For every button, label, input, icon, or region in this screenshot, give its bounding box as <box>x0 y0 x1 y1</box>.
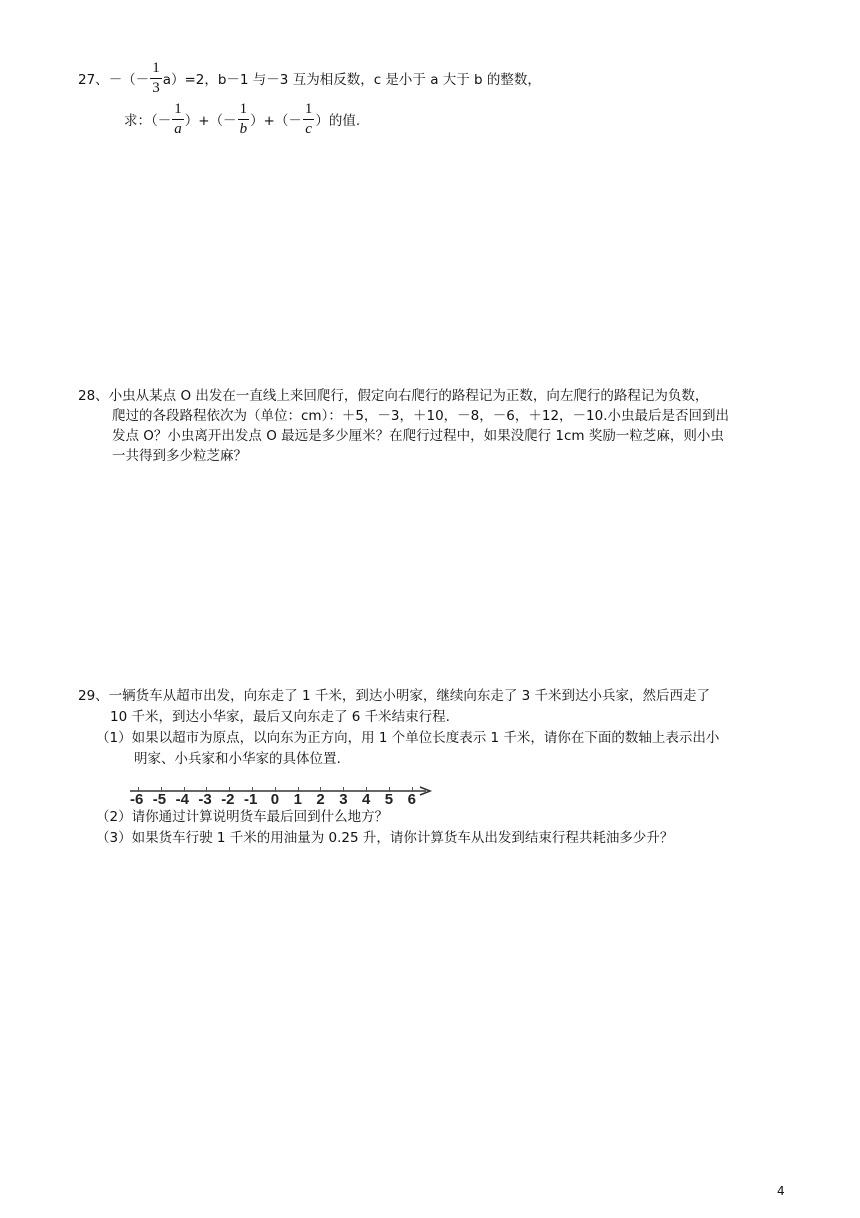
q28-line2: 爬过的各段路程依次为（单位：cm）：＋5，－3，＋10，－8，－6，＋12，－10.小虫最后是否回到出 <box>112 408 730 424</box>
q29-sub1-line2: 明家、小兵家和小华家的具体位置. <box>134 751 341 767</box>
fraction-numerator: 1 <box>150 61 162 79</box>
number-line-label: -5 <box>152 791 167 808</box>
q28-line4: 一共得到多少粒芝麻？ <box>112 448 247 464</box>
q29-line2: 10 千米，到达小华家，最后又向东走了 6 千米结束行程. <box>110 709 450 725</box>
q27-fraction-1-over-b <box>238 102 250 137</box>
q27-fraction-1-over-c <box>303 102 315 137</box>
q29-sub1-line1: （1）如果以超市为原点，以向东为正方向，用 1 个单位长度表示 1 千米，请你在下面的数轴上表示出小 <box>96 730 720 746</box>
fraction-denominator: a <box>174 120 182 137</box>
page-number: 4 <box>777 1184 785 1198</box>
number-line-label: 4 <box>362 791 371 808</box>
q27-line2 <box>124 98 360 140</box>
fraction-denominator: c <box>305 120 312 137</box>
number-line-label: -2 <box>221 791 235 808</box>
fraction-denominator: b <box>239 120 248 137</box>
number-line-label: 6 <box>407 791 416 808</box>
number-line-label: -1 <box>244 791 258 808</box>
q28-number: 28、 <box>78 388 109 404</box>
q27-line1 <box>78 58 541 98</box>
q28-line1 <box>78 384 708 404</box>
q29-number: 29、 <box>78 688 109 704</box>
q29-sub2: （2）请你通过计算说明货车最后回到什么地方？ <box>96 809 389 825</box>
fraction-numerator: 1 <box>238 102 250 120</box>
q27-join1: ）+（－ <box>184 113 237 129</box>
q28-block <box>78 384 798 464</box>
fraction-denominator: 3 <box>152 79 160 96</box>
q27-fraction-one-third <box>150 61 162 96</box>
number-line <box>128 786 438 812</box>
q29-line1 <box>78 684 710 704</box>
fraction-numerator: 1 <box>172 102 184 120</box>
q27-join2: ）+（－ <box>250 113 302 129</box>
fraction-numerator: 1 <box>303 102 315 120</box>
number-line-label: -6 <box>130 791 144 808</box>
number-line-label: 1 <box>293 791 302 808</box>
q27-fraction-1-over-a <box>172 102 184 137</box>
number-line-label: -4 <box>175 791 189 808</box>
q27-ask-suffix: ）的值. <box>315 113 361 129</box>
q29-sub3: （3）如果货车行驶 1 千米的用油量为 0.25 升，请你计算货车从出发到结束行程共耗油多少升？ <box>96 830 674 846</box>
number-line-label: 2 <box>316 791 325 808</box>
q27-ask-prefix: 求：（－ <box>124 113 172 129</box>
number-line-label: 5 <box>384 791 394 808</box>
number-line-label: 3 <box>339 791 348 808</box>
q28-text-1: 小虫从某点 O 出发在一直线上来回爬行，假定向右爬行的路程记为正数，向左爬行的路程记为负数， <box>108 388 709 404</box>
number-line-label: 0 <box>270 791 280 808</box>
q29-block <box>78 684 798 844</box>
q28-line3: 发点 O？小虫离开出发点 O 最远是多少厘米？在爬行过程中，如果没爬行 1cm 奖励一粒芝麻，则小虫 <box>112 428 724 444</box>
q27-part2: a）=2，b－1 与－3 互为相反数，c 是小于 a 大于 b 的整数， <box>162 72 541 88</box>
q27-number: 27、 <box>78 72 109 88</box>
number-line-label: -3 <box>198 791 212 808</box>
q27-part1: －（－ <box>108 72 150 88</box>
q29-text-1: 一辆货车从超市出发，向东走了 1 千米，到达小明家，继续向东走了 3 千米到达小兵家，然后西走了 <box>108 688 711 704</box>
